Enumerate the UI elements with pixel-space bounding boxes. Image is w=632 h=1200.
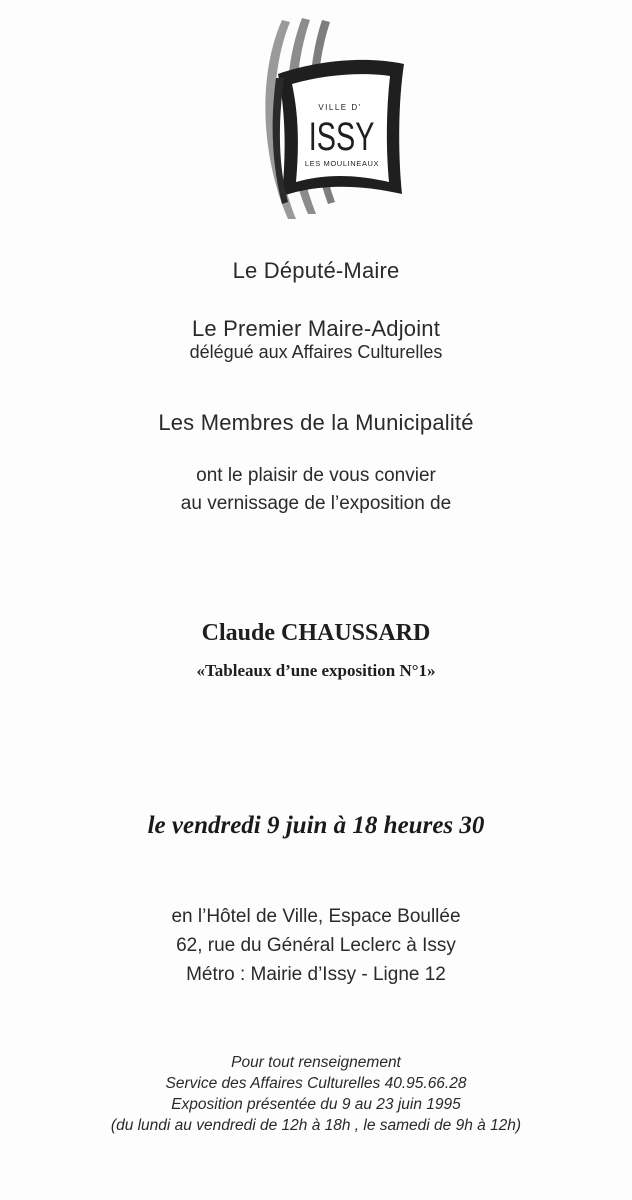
info-line-4: (du lundi au vendredi de 12h à 18h , le samedi de 9h à 12h) xyxy=(110,1117,522,1134)
logo-ville-text: VILLE D' xyxy=(318,103,362,112)
venue-line-2: 62, rue du Général Leclerc à Issy xyxy=(176,935,456,956)
info-line-3: Exposition présentée du 9 au 23 juin 1995 xyxy=(171,1096,461,1113)
host-line-1: Le Député-Maire xyxy=(232,258,400,283)
host-line-2: Le Premier Maire-Adjoint xyxy=(191,316,441,341)
event-date-text: le vendredi 9 juin à 18 heures 30 xyxy=(147,812,485,839)
exhibition-title: «Tableaux d’une exposition N°1» xyxy=(196,661,436,680)
host-membres xyxy=(0,410,632,436)
artist-name: Claude CHAUSSARD xyxy=(201,620,431,646)
issy-logo-graphic xyxy=(248,14,408,224)
invitation-text xyxy=(0,462,632,518)
host-line-4: Les Membres de la Municipalité xyxy=(158,410,474,435)
host-depute-maire xyxy=(0,258,632,284)
host-line-3: délégué aux Affaires Culturelles xyxy=(189,342,443,362)
info-line-2: Service des Affaires Culturelles 40.95.66.28 xyxy=(165,1075,467,1092)
host-premier-maire-adjoint xyxy=(0,316,632,363)
venue-line-3: Métro : Mairie d’Issy - Ligne 12 xyxy=(186,964,446,985)
event-date xyxy=(0,812,632,840)
logo-name-text: ISSY xyxy=(308,114,375,160)
info-block xyxy=(0,1052,632,1136)
invitation-line-2: au vernissage de l’exposition de xyxy=(180,493,452,514)
venue-block xyxy=(0,902,632,989)
venue-line-1: en l’Hôtel de Ville, Espace Boullée xyxy=(171,906,461,927)
exhibition-block xyxy=(0,620,632,681)
issy-logo xyxy=(248,14,408,224)
invitation-line-1: ont le plaisir de vous convier xyxy=(196,465,436,486)
logo-subtitle-text: LES MOULINEAUX xyxy=(304,159,380,168)
info-line-1: Pour tout renseignement xyxy=(231,1054,401,1071)
